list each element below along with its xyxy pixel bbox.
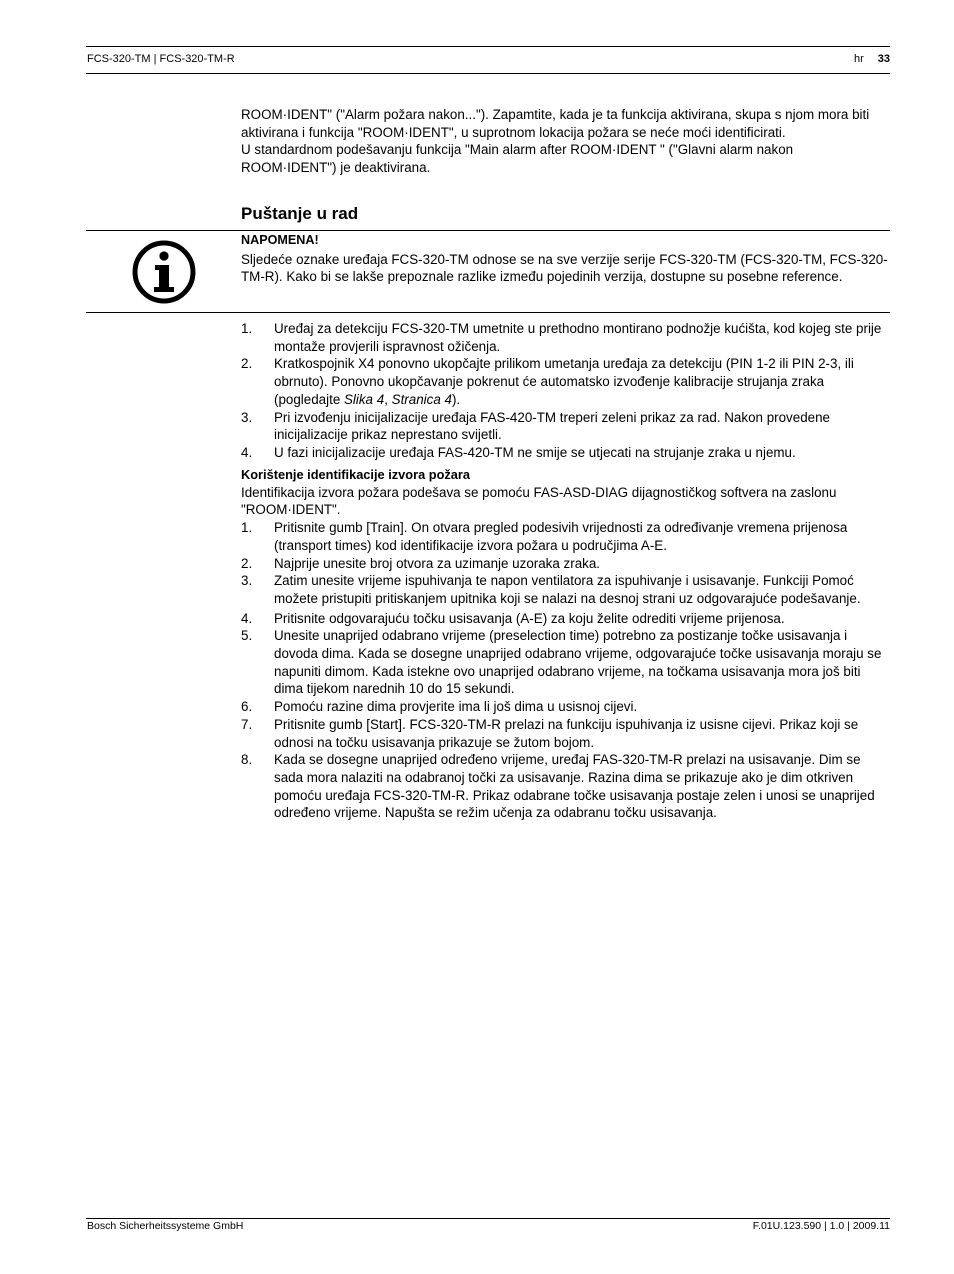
ident-section [241, 466, 891, 822]
list-item: 4. U fazi inicijalizacije uređaja FAS-420-TM ne smije se utjecati na strujanje zraka u njemu. [241, 444, 796, 460]
note-bottom-rule [86, 312, 890, 313]
note-top-rule [86, 230, 890, 231]
header-language: hr [853, 53, 864, 65]
footer-document-reference: F.01U.123.590 | 1.0 | 2009.11 [752, 1220, 890, 1232]
info-icon [132, 240, 196, 304]
list-item: 1. Uređaj za detekciju FCS-320-TM umetnite u prethodno montirano podnožje kućišta, kod kojeg ste prije montaže provjerili ispravnost ožičenja. [241, 321, 882, 354]
footer-company: Bosch Sicherheitssysteme GmbH [87, 1220, 244, 1232]
list-item: 8. Kada se dosegne unaprijed određeno vrijeme, uređaj FAS-320-TM-R prelazi na usisavanje. Dim se sada mora nalaziti na odabranoj točki za usisavanje. Razina dima se prikazuje ako je dim otkriven pomoću uređaja FCS-320-TM-R. Prikaz odabrane točke usisavanja postaje zelen i unosi se unaprijed određeno vrijeme. Napušta se režim učenja za odabranu točku usisavanja. [241, 752, 875, 821]
list-item: 6. Pomoću razine dima provjerite ima li još dima u usisnoj cijevi. [241, 699, 638, 715]
header-meta [854, 53, 890, 65]
section-title: Puštanje u rad [241, 204, 359, 223]
list-item: 7. Pritisnite gumb [Start]. FCS-320-TM-R prelazi na funkciju ispuhivanja iz usisne cijevi. Prikaz koji se odnosi na točku usisavanja prikazuje se žutom bojom. [241, 716, 859, 750]
list-item: 2. Kratkospojnik X4 ponovno ukopčajte prilikom umetanja uređaja za detekciju (PIN 1-2 ili PIN 2-3, ili obrnuto). Ponovno ukopčavanje pokrenut će automatsko izvođenje kalibracije strujanja zraka (pogledajte Slika 4, Stranica 4). [241, 356, 854, 407]
list-item: 2. Najprije unesite broj otvora za uzimanje uzoraka zraka. [241, 555, 600, 571]
commissioning-steps [241, 320, 891, 462]
list-item: 3. Zatim unesite vrijeme ispuhivanja te napon ventilatora za ispuhivanje i usisavanje. Funkciji Pomoć možete pristupiti pritiskanjem upitnika koji se nalazi na desnoj strani uz odgovarajuće podešavanje. [241, 573, 861, 606]
header-top-rule [86, 46, 890, 47]
intro-paragraph-2: U standardnom podešavanju funkcija "Main alarm after ROOM·IDENT " ("Glavni alarm nakon ROOM·IDENT") je deaktivirana. [241, 142, 794, 176]
list-item: 4. Pritisnite odgovarajuću točku usisavanja (A-E) za koju želite odrediti vrijeme prijenosa. [241, 610, 785, 626]
header-product: FCS-320-TM | FCS-320-TM-R [87, 53, 235, 65]
intro-paragraph-1: ROOM·IDENT" ("Alarm požara nakon..."). Zapamtite, kada je ta funkcija aktivirana, skupa s njom mora biti aktivirana i funkcija "ROOM·IDENT", u suprotnom lokacija požara se neće moći identificirati. [241, 107, 870, 140]
cross-reference-page[interactable]: Stranica 4 [391, 391, 452, 407]
cross-reference-figure[interactable]: Slika 4 [343, 391, 385, 407]
list-item: 3. Pri izvođenju inicijalizacije uređaja FAS-420-TM treperi zeleni prikaz za rad. Nakon provedene inicijalizacije prikaz neprestano svijetli. [241, 409, 830, 443]
ident-title: Korištenje identifikacije izvora požara [241, 467, 470, 482]
footer-rule [86, 1218, 890, 1219]
ident-intro: Identifikacija izvora požara podešava se pomoću FAS-ASD-DIAG dijagnostičkog softvera na zaslonu "ROOM·IDENT". [241, 484, 837, 518]
list-item: 1. Pritisnite gumb [Train]. On otvara pregled podesivih vrijednosti za određivanje vremena prijenosa (transport times) kod identifikacije izvora požara u područjima A-E. [241, 520, 848, 553]
page-number: 33 [877, 53, 890, 65]
note-content [241, 232, 891, 286]
note-text: Sljedeće oznake uređaja FCS-320-TM odnose se na sve verzije serije FCS-320-TM (FCS-320-TM, FCS-320-TM-R). Kako bi se lakše prepoznale razlike između pojedinih verzija, dostupne su posebne reference. [241, 251, 888, 285]
intro-text [241, 106, 891, 177]
note-title: NAPOMENA! [241, 233, 319, 247]
list-item: 5. Unesite unaprijed odabrano vrijeme (preselection time) potrebno za postizanje točke usisavanja i dovoda dima. Kada se dosegne unaprijed odabrano vrijeme, odgovarajuće točke usisavanja moraju se napuniti dimom. Kada istekne ovo unaprijed odabrano vrijeme, na točkama usisavanja mora još biti dima tijekom narednih 10 do 15 sekundi. [241, 628, 882, 697]
header-bottom-rule [86, 73, 890, 74]
